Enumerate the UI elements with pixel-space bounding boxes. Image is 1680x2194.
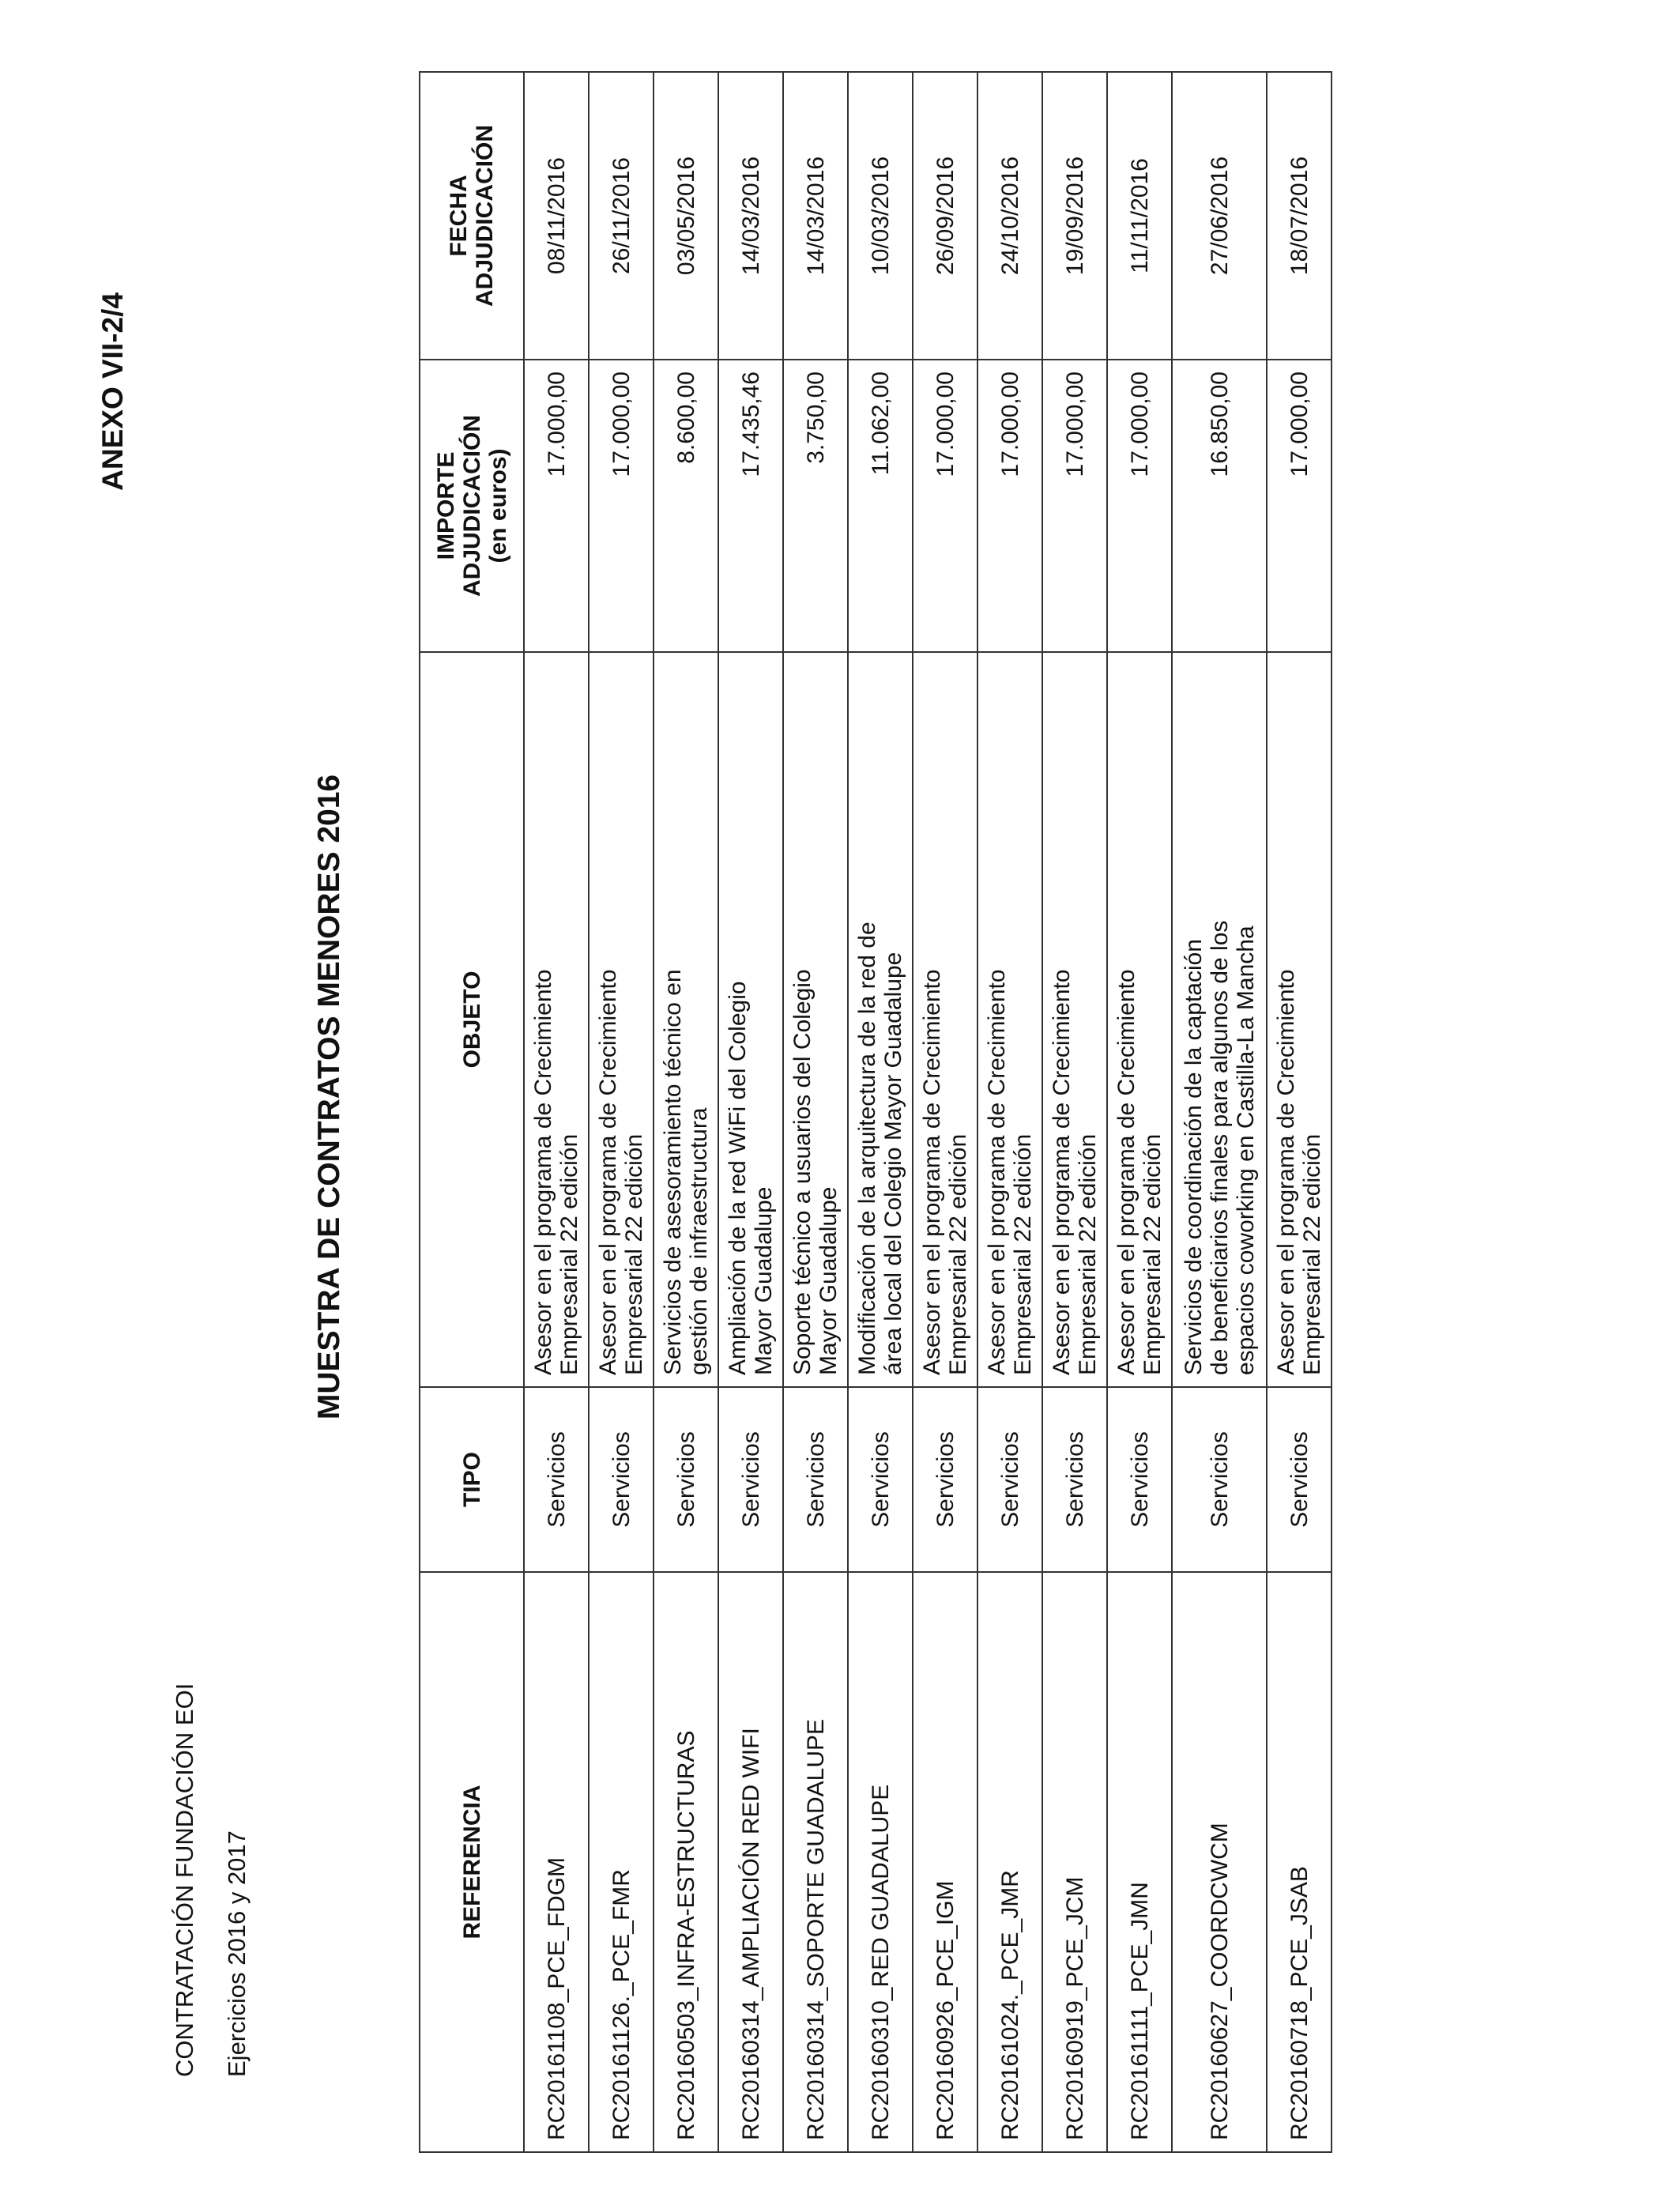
cell-referencia: RC20160926_PCE_IGM [913, 1572, 977, 2152]
cell-referencia: RC20160314_SOPORTE GUADALUPE [783, 1572, 848, 2152]
cell-fecha: 11/11/2016 [1107, 72, 1172, 360]
cell-referencia: RC20161111_PCE_JMN [1107, 1572, 1172, 2152]
objeto-line: Servicios de coordinación de la captación [1180, 939, 1207, 1375]
objeto-line: Soporte técnico a usuarios del Colegio [789, 969, 816, 1375]
cell-referencia: RC20161024._PCE_JMR [977, 1572, 1042, 2152]
table-row [977, 72, 1042, 2152]
cell-referencia: RC20161108_PCE_FDGM [524, 1572, 589, 2152]
cell-importe: 17.000,00 [1107, 360, 1172, 652]
cell-importe: 11.062,00 [848, 360, 913, 652]
table-row [783, 72, 848, 2152]
cell-objeto [654, 652, 718, 1387]
objeto-line: Mayor Guadalupe [816, 1186, 842, 1375]
cell-objeto [913, 652, 977, 1387]
table-row [1107, 72, 1172, 2152]
objeto-line: Empresarial 22 edición [1139, 1133, 1166, 1375]
cell-importe: 8.600,00 [654, 360, 718, 652]
header-fecha [420, 72, 524, 360]
header-fecha-line: FECHA [446, 175, 472, 257]
cell-tipo: Servicios [848, 1387, 913, 1572]
objeto-line: área local del Colegio Mayor Guadalupe [880, 952, 906, 1375]
objeto-line: Empresarial 22 edición [621, 1133, 647, 1375]
annex-label: ANEXO VII-2/4 [96, 292, 129, 491]
cell-importe: 17.000,00 [913, 360, 977, 652]
cell-fecha: 26/09/2016 [913, 72, 977, 360]
table-row [1267, 72, 1332, 2152]
header-importe [420, 360, 524, 652]
document-title: MUESTRA DE CONTRATOS MENORES 2016 [312, 774, 346, 1420]
cell-importe: 17.000,00 [977, 360, 1042, 652]
cell-tipo: Servicios [913, 1387, 977, 1572]
cell-fecha: 24/10/2016 [977, 72, 1042, 360]
cell-importe: 17.000,00 [524, 360, 589, 652]
cell-objeto [524, 652, 589, 1387]
objeto-line: Asesor en el programa de Crecimiento [530, 969, 556, 1375]
objeto-line: Asesor en el programa de Crecimiento [1049, 969, 1075, 1375]
cell-referencia: RC20160919_PCE_JCM [1042, 1572, 1107, 2152]
cell-tipo: Servicios [718, 1387, 783, 1572]
objeto-line: Asesor en el programa de Crecimiento [919, 969, 945, 1375]
cell-fecha: 18/07/2016 [1267, 72, 1332, 360]
cell-importe: 17.435,46 [718, 360, 783, 652]
cell-fecha: 14/03/2016 [783, 72, 848, 360]
cell-objeto [783, 652, 848, 1387]
header-fecha-line: ADJUDICACIÓN [472, 125, 498, 307]
cell-tipo: Servicios [654, 1387, 718, 1572]
table-row [589, 72, 654, 2152]
cell-tipo: Servicios [977, 1387, 1042, 1572]
cell-objeto [848, 652, 913, 1387]
cell-importe: 17.000,00 [589, 360, 654, 652]
cell-objeto [718, 652, 783, 1387]
cell-tipo: Servicios [1267, 1387, 1332, 1572]
cell-importe: 17.000,00 [1267, 360, 1332, 652]
cell-objeto [589, 652, 654, 1387]
table-row [524, 72, 589, 2152]
cell-objeto [977, 652, 1042, 1387]
objeto-line: espacios coworking en Castilla-La Mancha [1232, 925, 1259, 1375]
cell-referencia: RC20160627_COORDCWCM [1172, 1572, 1267, 2152]
objeto-line: Ampliación de la red WiFi del Colegio [725, 981, 751, 1375]
cell-referencia: RC20160718_PCE_JSAB [1267, 1572, 1332, 2152]
cell-fecha: 14/03/2016 [718, 72, 783, 360]
objeto-line: Asesor en el programa de Crecimiento [984, 969, 1010, 1375]
table-header-row [420, 72, 524, 2152]
objeto-line: gestión de infraestructura [686, 1107, 712, 1375]
cell-tipo: Servicios [589, 1387, 654, 1572]
objeto-line: Empresarial 22 edición [1010, 1133, 1036, 1375]
objeto-line: Servicios de asesoramiento técnico en [660, 969, 686, 1375]
header-importe-line: (en euros) [484, 448, 511, 564]
table-row [1172, 72, 1267, 2152]
header-objeto: OBJETO [420, 652, 524, 1387]
objeto-line: Asesor en el programa de Crecimiento [595, 969, 621, 1375]
cell-importe: 17.000,00 [1042, 360, 1107, 652]
cell-tipo: Servicios [783, 1387, 848, 1572]
header-importe-line: IMPORTE [432, 451, 459, 560]
objeto-line: de beneficiarios finales para algunos de los [1206, 920, 1233, 1375]
cell-fecha: 27/06/2016 [1172, 72, 1267, 360]
cell-referencia: RC20161126._PCE_FMR [589, 1572, 654, 2152]
cell-fecha: 26/11/2016 [589, 72, 654, 360]
cell-fecha: 03/05/2016 [654, 72, 718, 360]
table-row [1042, 72, 1107, 2152]
header-importe-line: ADJUDICACIÓN [458, 415, 485, 598]
cell-fecha: 08/11/2016 [524, 72, 589, 360]
contracts-table [419, 71, 1332, 2153]
table-row [718, 72, 783, 2152]
cell-tipo: Servicios [524, 1387, 589, 1572]
cell-importe: 16.850,00 [1172, 360, 1267, 652]
header-referencia: REFERENCIA [420, 1572, 524, 2152]
objeto-line: Empresarial 22 edición [945, 1133, 971, 1375]
cell-objeto [1042, 652, 1107, 1387]
objeto-line: Asesor en el programa de Crecimiento [1273, 969, 1299, 1375]
cell-tipo: Servicios [1172, 1387, 1267, 1572]
cell-importe: 3.750,00 [783, 360, 848, 652]
cell-fecha: 19/09/2016 [1042, 72, 1107, 360]
cell-referencia: RC20160310_RED GUADALUPE [848, 1572, 913, 2152]
table-row [654, 72, 718, 2152]
cell-objeto [1267, 652, 1332, 1387]
objeto-line: Empresarial 22 edición [1075, 1133, 1101, 1375]
table-row [848, 72, 913, 2152]
cell-objeto [1107, 652, 1172, 1387]
organization-header: CONTRATACIÓN FUNDACIÓN EOI [171, 1683, 198, 2077]
table-row [913, 72, 977, 2152]
objeto-line: Mayor Guadalupe [751, 1186, 777, 1375]
cell-referencia: RC20160503_INFRA-ESTRUCTURAS [654, 1572, 718, 2152]
cell-fecha: 10/03/2016 [848, 72, 913, 360]
cell-objeto [1172, 652, 1267, 1387]
cell-tipo: Servicios [1107, 1387, 1172, 1572]
cell-referencia: RC20160314_AMPLIACIÓN RED WIFI [718, 1572, 783, 2152]
objeto-line: Empresarial 22 edición [1299, 1133, 1325, 1375]
cell-tipo: Servicios [1042, 1387, 1107, 1572]
objeto-line: Modificación de la arquitectura de la red de [854, 922, 880, 1375]
header-tipo: TIPO [420, 1387, 524, 1572]
objeto-line: Empresarial 22 edición [556, 1133, 582, 1375]
fiscal-years-subheader: Ejercicios 2016 y 2017 [223, 1830, 250, 2077]
objeto-line: Asesor en el programa de Crecimiento [1113, 969, 1139, 1375]
